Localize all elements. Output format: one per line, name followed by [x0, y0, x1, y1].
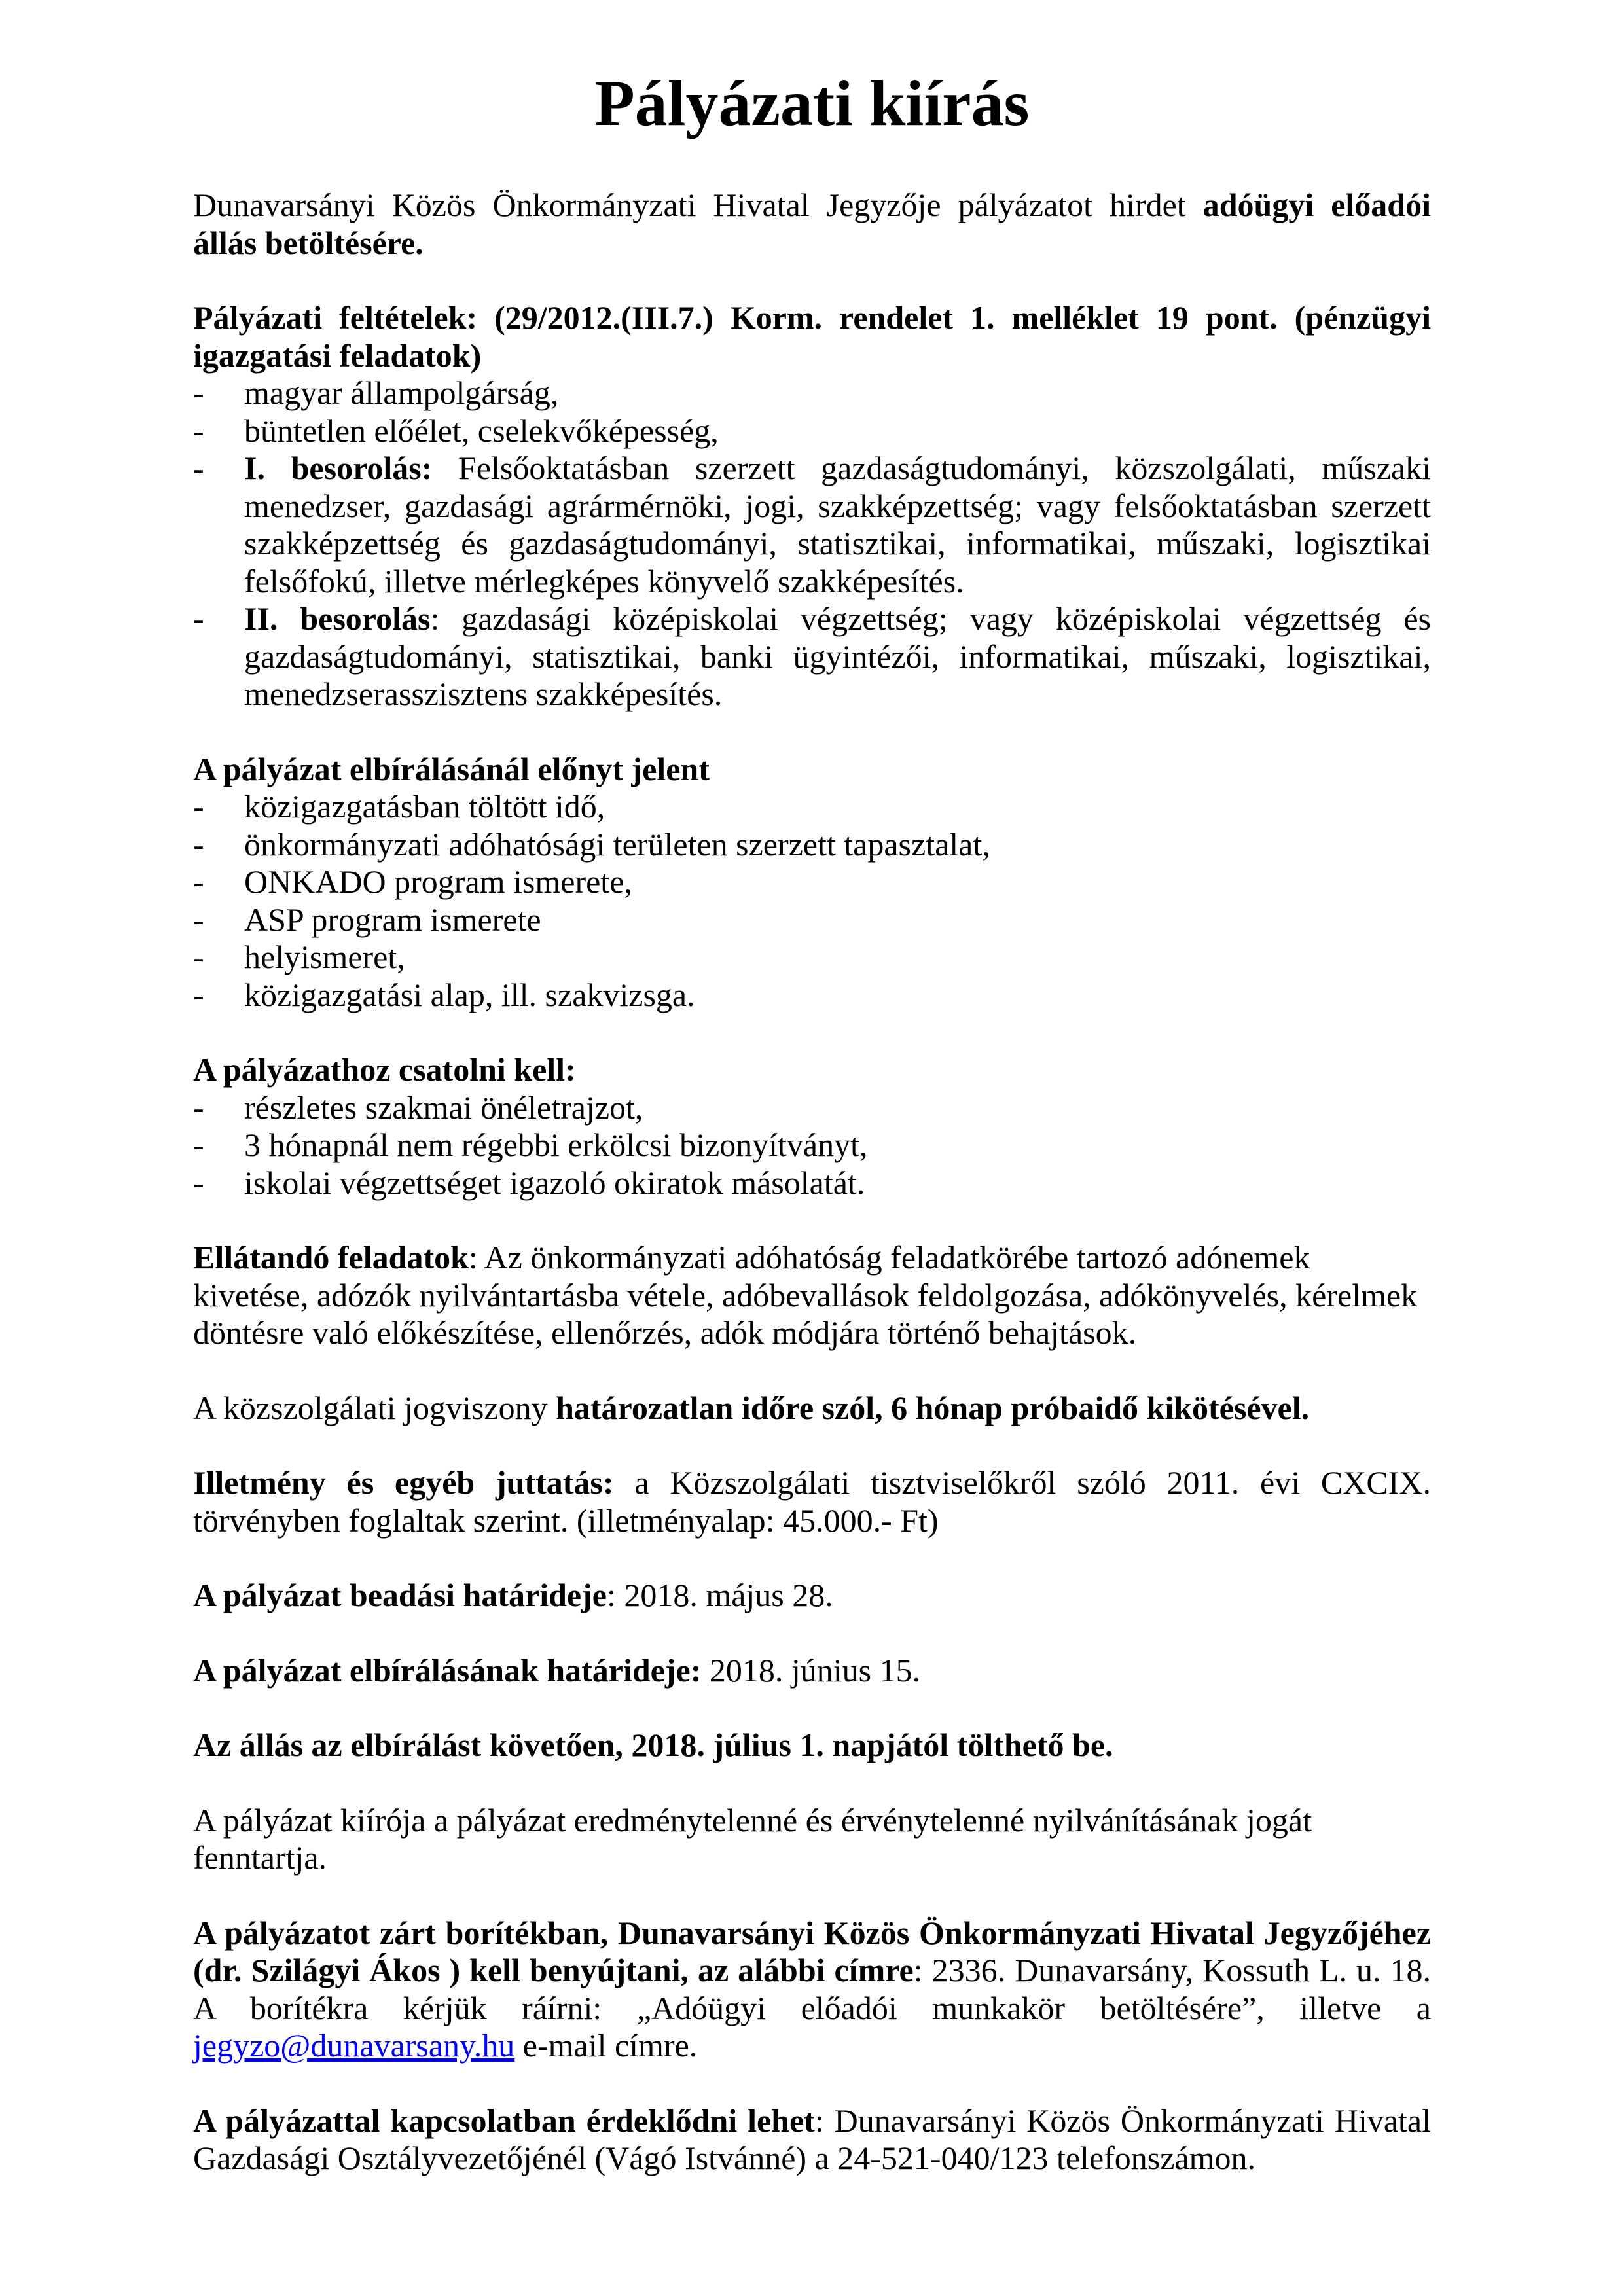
intro-paragraph	[193, 187, 1431, 262]
list-item-text	[244, 600, 1431, 713]
list-item-text: ASP program ismerete	[244, 901, 541, 938]
bullet-marker: -	[193, 1088, 204, 1126]
rights-paragraph: A pályázat kiírója a pályázat eredménytelenné és érvénytelenné nyilvánításának jogát fenntartja.	[193, 1801, 1312, 1876]
list-item-text: közigazgatásban töltött idő,	[244, 788, 605, 825]
besorolas-1-text: Felsőoktatásban szerzett gazdaságtudományi, közszolgálati, műszaki menedzser, gazdasági agrármérnöki, jogi, szakképzettség; vagy felsőoktatásban szerzett szakképzettség és gazdaságtudományi, statisztikai, informatikai, műszaki, logisztikai felsőfokú, illetve mérlegképes könyvelő szakképesítés.	[244, 450, 1431, 600]
document-title: Pályázati kiírás	[594, 67, 1030, 139]
employment-paragraph	[193, 1390, 1431, 1427]
contact-text: : Dunavarsányi Közös Önkormányzati Hivatal Gazdasági Osztályvezetőjénél (Vágó Istvánné) a 24-521-040/123 telefonszámon.	[193, 2102, 1432, 2176]
list-item-text: magyar állampolgárság,	[244, 374, 559, 411]
tasks-text: : Az önkormányzati adóhatóság feladatkörébe tartozó adónemek kivetése, adózók nyilvántartásba vétele, adóbevallások feldolgozása, adókönyvelés, kérelmek döntésre való előkészítése, ellenőrzés, adók módjára történő behajtások.	[193, 1239, 1418, 1351]
submission-deadline-paragraph	[193, 1577, 1431, 1615]
bullet-marker: -	[193, 412, 204, 449]
list-item	[193, 374, 1431, 412]
list-item-text: önkormányzati adóhatósági területen szerzett tapasztalat,	[244, 825, 990, 863]
list-item	[193, 826, 1431, 864]
submission-deadline-bold-lead: A pályázat beadási határideje	[193, 1577, 607, 1613]
attachments-list	[193, 1089, 1431, 1202]
bullet-marker: -	[193, 600, 204, 637]
list-item	[193, 788, 1431, 826]
list-item	[193, 412, 1431, 450]
email-link[interactable]: jegyzo@dunavarsany.hu	[193, 2027, 515, 2064]
submission-bold-lead: A pályázatot zárt borítékban, Dunavarsányi Közös Önkormányzati Hivatal Jegyzőjéhez (dr. Szilágyi Ákos ) kell benyújtani, az alábbi címre	[193, 1914, 1431, 1988]
intro-text: Dunavarsányi Közös Önkormányzati Hivatal Jegyzője pályázatot hirdet	[193, 187, 1203, 223]
submission-address-text: : 2336. Dunavarsány, Kossuth L. u. 18. A borítékra kérjük ráírni: „Adóügyi előadói munkakör betöltésére”, illetve a	[193, 1952, 1432, 2026]
intro-bold-text: adóügyi előadói állás betöltésére.	[193, 187, 1432, 261]
bullet-marker: -	[193, 374, 204, 411]
salary-text: a Közszolgálati tisztviselőkről szóló 2011. évi CXCIX. törvényben foglaltak szerint. (illetményalap: 45.000.- Ft)	[193, 1464, 1431, 1539]
employment-bold-text: határozatlan időre szól, 6 hónap próbaidő kikötésével.	[556, 1389, 1310, 1426]
advantages-list	[193, 788, 1431, 1014]
submission-deadline-value: : 2018. május 28.	[606, 1577, 833, 1613]
list-item	[193, 977, 1431, 1014]
list-item	[193, 901, 1431, 939]
conditions-heading: Pályázati feltételek: (29/2012.(III.7.) Korm. rendelet 1. melléklet 19 pont. (pénzügyi igazgatási feladatok)	[193, 299, 1431, 374]
bullet-marker: -	[193, 939, 204, 975]
list-item-text: ONKADO program ismerete,	[244, 863, 632, 900]
bullet-marker: -	[193, 863, 204, 900]
bullet-marker: -	[193, 788, 204, 825]
list-item-text: közigazgatási alap, ill. szakvizsga.	[244, 976, 695, 1013]
tasks-bold-lead: Ellátandó feladatok	[193, 1239, 469, 1276]
bullet-marker: -	[193, 1126, 204, 1163]
bullet-marker: -	[193, 901, 204, 938]
contact-paragraph	[193, 2102, 1431, 2178]
review-deadline-bold-lead: A pályázat elbírálásának határideje:	[193, 1651, 702, 1689]
bullet-marker: -	[193, 1164, 204, 1201]
submission-paragraph	[193, 1914, 1431, 2065]
besorolas-2-text: : gazdasági középiskolai végzettség; vagy középiskolai végzettség és gazdaságtudományi, statisztikai, banki ügyintézői, informatikai, műszaki, logisztikai, menedzserasszisztens szakképesítés.	[244, 600, 1432, 712]
attachments-heading: A pályázathoz csatolni kell:	[193, 1051, 576, 1088]
bullet-marker: -	[193, 450, 204, 486]
list-item-text	[244, 450, 1431, 600]
employment-text: A közszolgálati jogviszony	[193, 1389, 556, 1426]
submission-closing-text: e-mail címre.	[514, 2027, 698, 2064]
salary-paragraph	[193, 1464, 1431, 1539]
review-deadline-value: 2018. június 15.	[701, 1651, 921, 1689]
salary-bold-lead: Illetmény és egyéb juttatás:	[193, 1464, 614, 1501]
list-item-text: helyismeret,	[244, 939, 405, 975]
list-item	[193, 863, 1431, 901]
list-item-text: 3 hónapnál nem régebbi erkölcsi bizonyítványt,	[244, 1126, 868, 1163]
list-item	[193, 600, 1431, 713]
bullet-marker: -	[193, 976, 204, 1013]
advantages-heading: A pályázat elbírálásánál előnyt jelent	[193, 750, 710, 787]
besorolas-2-bold: II. besorolás	[244, 600, 431, 637]
review-deadline-paragraph	[193, 1652, 1431, 1690]
list-item	[193, 1126, 1431, 1164]
bullet-marker: -	[193, 825, 204, 863]
contact-bold-lead: A pályázattal kapcsolatban érdeklődni lehet	[193, 2102, 815, 2139]
list-item-text: részletes szakmai önéletrajzot,	[244, 1088, 643, 1126]
besorolas-1-bold: I. besorolás:	[244, 450, 433, 486]
list-item-text: büntetlen előélet, cselekvőképesség,	[244, 412, 719, 449]
list-item	[193, 450, 1431, 600]
list-item	[193, 939, 1431, 977]
list-item	[193, 1089, 1431, 1127]
list-item-text: iskolai végzettséget igazoló okiratok másolatát.	[244, 1164, 865, 1201]
conditions-list	[193, 374, 1431, 713]
list-item	[193, 1164, 1431, 1202]
tasks-paragraph	[193, 1239, 1431, 1352]
start-date-paragraph: Az állás az elbírálást követően, 2018. július 1. napjától tölthető be.	[193, 1727, 1113, 1763]
